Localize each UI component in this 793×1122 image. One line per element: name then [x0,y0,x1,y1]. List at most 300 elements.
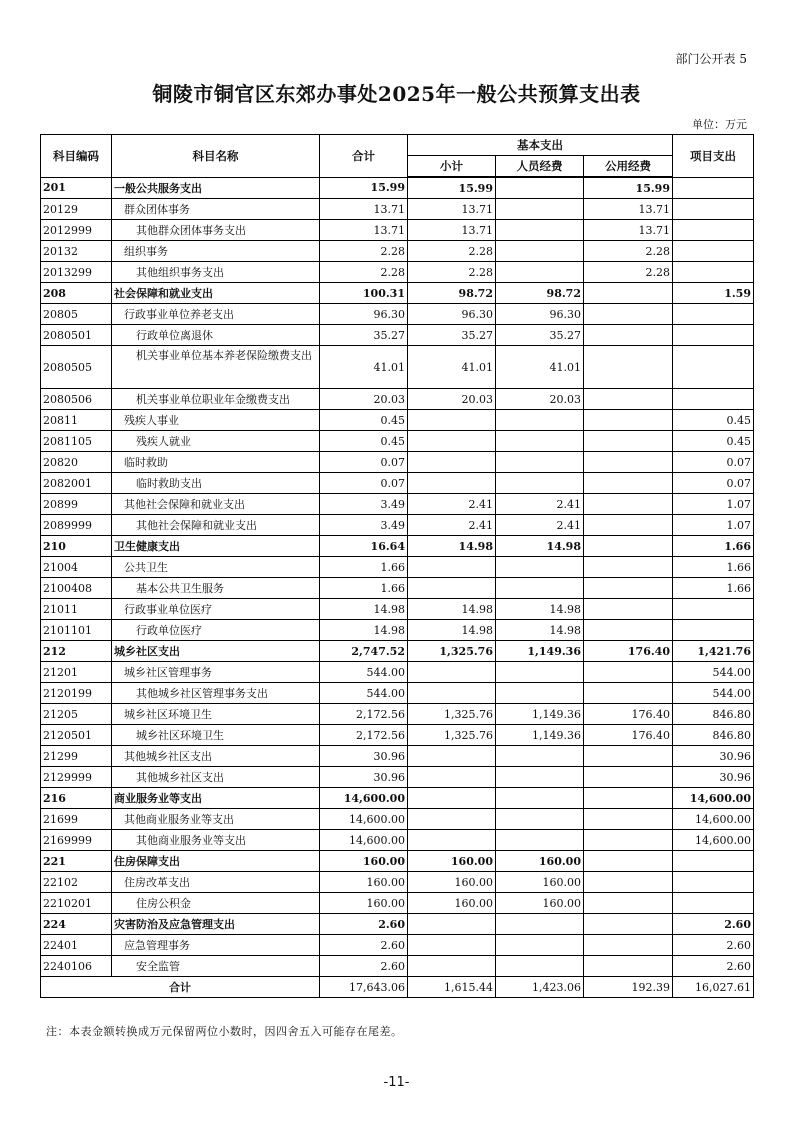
cell-code: 2089999 [41,515,112,536]
cell-total: 41.01 [320,346,408,389]
cell-subtotal: 1,325.76 [408,725,496,746]
cell-name: 其他商业服务业等支出 [112,809,320,830]
cell-public [584,283,673,304]
page-number: -11- [383,1075,410,1090]
header-code: 科目编码 [41,135,112,178]
cell-project: 14,600.00 [673,830,754,851]
cell-public [584,452,673,473]
cell-total: 96.30 [320,304,408,325]
cell-project: 30.96 [673,767,754,788]
cell-project: 1.07 [673,515,754,536]
cell-name: 城乡社区环境卫生 [112,725,320,746]
cell-public [584,599,673,620]
cell-personnel [496,809,584,830]
cell-personnel [496,746,584,767]
table-body [41,177,754,977]
cell-personnel: 160.00 [496,872,584,893]
cell-public [584,662,673,683]
cell-name: 城乡社区管理事务 [112,662,320,683]
cell-project: 846.80 [673,704,754,725]
cell-total: 0.07 [320,452,408,473]
cell-name: 城乡社区支出 [112,641,320,662]
cell-name: 其他社会保障和就业支出 [112,494,320,515]
cell-code: 21299 [41,746,112,767]
cell-name: 组织事务 [112,241,320,262]
cell-personnel: 14.98 [496,620,584,641]
header-row-top [41,135,754,156]
cell-project [673,893,754,914]
header-subtotal: 小计 [408,156,496,178]
cell-project: 544.00 [673,662,754,683]
table-row [41,241,754,262]
cell-subtotal [408,452,496,473]
cell-public: 176.40 [584,641,673,662]
cell-name: 残疾人就业 [112,431,320,452]
cell-public [584,389,673,410]
table-row [41,641,754,662]
table-row [41,704,754,725]
cell-total: 0.45 [320,431,408,452]
cell-total: 14.98 [320,620,408,641]
cell-code: 2101101 [41,620,112,641]
cell-project: 1.66 [673,578,754,599]
cell-subtotal: 20.03 [408,389,496,410]
cell-public [584,536,673,557]
cell-code: 2169999 [41,830,112,851]
cell-personnel: 160.00 [496,893,584,914]
cell-name: 公共卫生 [112,557,320,578]
cell-total: 2,172.56 [320,725,408,746]
cell-project: 2.60 [673,956,754,977]
cell-subtotal [408,767,496,788]
cell-code: 2081105 [41,431,112,452]
cell-name: 灾害防治及应急管理支出 [112,914,320,935]
cell-code: 221 [41,851,112,872]
cell-public [584,767,673,788]
cell-subtotal: 41.01 [408,346,496,389]
cell-code: 20811 [41,410,112,431]
cell-project: 0.45 [673,431,754,452]
cell-total: 2.60 [320,935,408,956]
cell-public [584,683,673,704]
cell-subtotal: 35.27 [408,325,496,346]
cell-code: 2129999 [41,767,112,788]
cell-personnel: 1,149.36 [496,641,584,662]
cell-total: 3.49 [320,515,408,536]
cell-personnel [496,220,584,241]
table-row [41,389,754,410]
total-amount: 17,643.06 [320,977,408,998]
cell-public [584,893,673,914]
cell-total: 14,600.00 [320,809,408,830]
cell-project: 1.66 [673,536,754,557]
cell-project: 0.45 [673,410,754,431]
header-project: 项目支出 [673,135,754,178]
cell-total: 160.00 [320,872,408,893]
cell-code: 2012999 [41,220,112,241]
cell-code: 2082001 [41,473,112,494]
table-row [41,662,754,683]
table-row [41,515,754,536]
total-public: 192.39 [584,977,673,998]
cell-code: 21201 [41,662,112,683]
cell-name: 行政单位离退休 [112,325,320,346]
cell-personnel: 96.30 [496,304,584,325]
header-basic: 基本支出 [408,135,673,156]
cell-subtotal [408,578,496,599]
cell-personnel [496,662,584,683]
cell-project: 2.60 [673,935,754,956]
table-row [41,725,754,746]
table-row [41,746,754,767]
cell-name: 其他城乡社区管理事务支出 [112,683,320,704]
cell-personnel [496,578,584,599]
cell-subtotal: 14.98 [408,536,496,557]
table-row [41,893,754,914]
cell-code: 210 [41,536,112,557]
cell-code: 216 [41,788,112,809]
cell-code: 201 [41,177,112,199]
cell-code: 2013299 [41,262,112,283]
cell-project [673,177,754,199]
cell-personnel: 41.01 [496,346,584,389]
total-personnel: 1,423.06 [496,977,584,998]
cell-code: 21004 [41,557,112,578]
cell-total: 2.28 [320,241,408,262]
cell-code: 21011 [41,599,112,620]
cell-personnel: 14.98 [496,536,584,557]
cell-public [584,830,673,851]
table-row [41,346,754,389]
cell-public [584,304,673,325]
cell-total: 16.64 [320,536,408,557]
cell-total: 30.96 [320,767,408,788]
table-row [41,683,754,704]
table-row [41,452,754,473]
cell-project: 1.66 [673,557,754,578]
cell-code: 212 [41,641,112,662]
total-subtotal: 1,615.44 [408,977,496,998]
table-row [41,536,754,557]
cell-total: 3.49 [320,494,408,515]
table-row [41,788,754,809]
cell-name: 商业服务业等支出 [112,788,320,809]
cell-name: 临时救助 [112,452,320,473]
cell-subtotal [408,662,496,683]
cell-personnel [496,199,584,220]
cell-subtotal: 98.72 [408,283,496,304]
cell-total: 14,600.00 [320,788,408,809]
cell-total: 2.28 [320,262,408,283]
cell-subtotal: 160.00 [408,872,496,893]
cell-subtotal: 13.71 [408,220,496,241]
table-row [41,494,754,515]
cell-public [584,431,673,452]
cell-project: 14,600.00 [673,788,754,809]
cell-public: 176.40 [584,725,673,746]
cell-name: 其他城乡社区支出 [112,767,320,788]
cell-total: 20.03 [320,389,408,410]
table-row [41,872,754,893]
cell-personnel: 1,149.36 [496,725,584,746]
cell-public: 2.28 [584,241,673,262]
cell-public [584,956,673,977]
cell-name: 机关事业单位基本养老保险缴费支出 [112,346,320,389]
cell-subtotal: 14.98 [408,599,496,620]
cell-total: 2,747.52 [320,641,408,662]
cell-code: 20129 [41,199,112,220]
cell-personnel [496,241,584,262]
cell-code: 22102 [41,872,112,893]
cell-public [584,620,673,641]
cell-name: 群众团体事务 [112,199,320,220]
cell-project: 14,600.00 [673,809,754,830]
cell-subtotal [408,410,496,431]
cell-personnel [496,557,584,578]
budget-table [40,134,754,998]
cell-personnel: 98.72 [496,283,584,304]
table-row [41,620,754,641]
cell-public: 2.28 [584,262,673,283]
table-row [41,410,754,431]
cell-personnel [496,262,584,283]
cell-subtotal: 160.00 [408,893,496,914]
cell-personnel [496,767,584,788]
cell-project [673,241,754,262]
cell-name: 社会保障和就业支出 [112,283,320,304]
cell-project [673,389,754,410]
cell-total: 13.71 [320,220,408,241]
total-project: 16,027.61 [673,977,754,998]
cell-total: 14,600.00 [320,830,408,851]
cell-code: 20820 [41,452,112,473]
cell-project [673,851,754,872]
cell-project: 0.07 [673,452,754,473]
cell-subtotal: 2.41 [408,494,496,515]
cell-code: 20132 [41,241,112,262]
document-label: 部门公开表 5 [675,52,747,66]
cell-code: 208 [41,283,112,304]
cell-subtotal [408,935,496,956]
cell-code: 2210201 [41,893,112,914]
cell-subtotal: 15.99 [408,177,496,199]
cell-name: 其他群众团体事务支出 [112,220,320,241]
cell-total: 544.00 [320,683,408,704]
cell-project [673,325,754,346]
cell-total: 35.27 [320,325,408,346]
cell-public [584,851,673,872]
cell-code: 2120199 [41,683,112,704]
cell-subtotal [408,431,496,452]
cell-personnel [496,410,584,431]
cell-subtotal [408,914,496,935]
cell-public [584,325,673,346]
cell-personnel: 160.00 [496,851,584,872]
cell-name: 其他社会保障和就业支出 [112,515,320,536]
cell-name: 卫生健康支出 [112,536,320,557]
cell-code: 2080501 [41,325,112,346]
cell-project [673,220,754,241]
cell-public [584,809,673,830]
cell-total: 1.66 [320,557,408,578]
cell-total: 30.96 [320,746,408,767]
cell-name: 残疾人事业 [112,410,320,431]
cell-total: 2.60 [320,914,408,935]
table-row [41,599,754,620]
cell-name: 住房公积金 [112,893,320,914]
cell-total: 13.71 [320,199,408,220]
cell-total: 0.45 [320,410,408,431]
cell-personnel [496,452,584,473]
cell-personnel [496,788,584,809]
cell-personnel [496,683,584,704]
cell-personnel: 1,149.36 [496,704,584,725]
cell-subtotal [408,809,496,830]
cell-subtotal [408,557,496,578]
cell-total: 1.66 [320,578,408,599]
cell-name: 机关事业单位职业年金缴费支出 [112,389,320,410]
cell-public [584,914,673,935]
cell-name: 安全监管 [112,956,320,977]
cell-personnel: 20.03 [496,389,584,410]
page-title: 铜陵市铜官区东郊办事处2025年一般公共预算支出表 [152,82,641,106]
cell-public [584,557,673,578]
cell-personnel: 14.98 [496,599,584,620]
cell-project [673,304,754,325]
cell-project: 2.60 [673,914,754,935]
cell-total: 2.60 [320,956,408,977]
cell-project [673,199,754,220]
table-row [41,304,754,325]
table-row [41,283,754,304]
table-row [41,431,754,452]
cell-public [584,410,673,431]
cell-personnel [496,431,584,452]
cell-project: 544.00 [673,683,754,704]
cell-public [584,346,673,389]
cell-public [584,746,673,767]
cell-total: 160.00 [320,851,408,872]
cell-name: 应急管理事务 [112,935,320,956]
table-row [41,809,754,830]
cell-subtotal: 14.98 [408,620,496,641]
cell-project [673,346,754,389]
cell-project [673,872,754,893]
cell-name: 行政事业单位养老支出 [112,304,320,325]
cell-project: 1.59 [673,283,754,304]
cell-subtotal: 1,325.76 [408,704,496,725]
cell-public [584,872,673,893]
cell-name: 其他城乡社区支出 [112,746,320,767]
cell-public [584,494,673,515]
table-row [41,262,754,283]
table-row [41,557,754,578]
cell-code: 2240106 [41,956,112,977]
cell-name: 临时救助支出 [112,473,320,494]
cell-project [673,262,754,283]
cell-subtotal [408,788,496,809]
cell-public: 176.40 [584,704,673,725]
cell-total: 15.99 [320,177,408,199]
cell-personnel: 2.41 [496,515,584,536]
cell-code: 2080505 [41,346,112,389]
cell-total: 160.00 [320,893,408,914]
cell-code: 2100408 [41,578,112,599]
cell-project: 0.07 [673,473,754,494]
table-row [41,914,754,935]
cell-personnel [496,473,584,494]
table-row [41,325,754,346]
cell-name: 行政事业单位医疗 [112,599,320,620]
table-row [41,935,754,956]
header-total: 合计 [320,135,408,178]
cell-code: 224 [41,914,112,935]
cell-public [584,473,673,494]
table-row [41,220,754,241]
cell-code: 22401 [41,935,112,956]
cell-personnel [496,830,584,851]
cell-personnel [496,935,584,956]
cell-code: 21699 [41,809,112,830]
cell-project: 30.96 [673,746,754,767]
table-row [41,473,754,494]
cell-total: 100.31 [320,283,408,304]
table-row [41,177,754,199]
table-row [41,851,754,872]
table-row [41,199,754,220]
cell-public [584,788,673,809]
cell-code: 2120501 [41,725,112,746]
footnote: 注：本表金额转换成万元保留两位小数时，因四舍五入可能存在尾差。 [46,1025,403,1038]
cell-name: 城乡社区环境卫生 [112,704,320,725]
cell-total: 544.00 [320,662,408,683]
cell-subtotal: 2.41 [408,515,496,536]
cell-name: 一般公共服务支出 [112,177,320,199]
cell-subtotal: 2.28 [408,241,496,262]
cell-subtotal: 1,325.76 [408,641,496,662]
cell-public [584,515,673,536]
cell-public [584,935,673,956]
header-name: 科目名称 [112,135,320,178]
cell-total: 0.07 [320,473,408,494]
cell-subtotal: 96.30 [408,304,496,325]
cell-subtotal [408,956,496,977]
cell-name: 其他组织事务支出 [112,262,320,283]
cell-name: 住房改革支出 [112,872,320,893]
cell-code: 2080506 [41,389,112,410]
cell-personnel: 35.27 [496,325,584,346]
cell-name: 其他商业服务业等支出 [112,830,320,851]
cell-project: 1,421.76 [673,641,754,662]
cell-name: 基本公共卫生服务 [112,578,320,599]
cell-name: 住房保障支出 [112,851,320,872]
cell-public [584,578,673,599]
cell-subtotal: 13.71 [408,199,496,220]
cell-project: 1.07 [673,494,754,515]
cell-personnel: 2.41 [496,494,584,515]
cell-project [673,620,754,641]
cell-personnel [496,177,584,199]
cell-personnel [496,914,584,935]
cell-subtotal [408,683,496,704]
cell-project [673,599,754,620]
cell-public: 13.71 [584,199,673,220]
header-personnel: 人员经费 [496,156,584,178]
table-row [41,956,754,977]
cell-subtotal: 160.00 [408,851,496,872]
cell-name: 行政单位医疗 [112,620,320,641]
cell-subtotal [408,830,496,851]
